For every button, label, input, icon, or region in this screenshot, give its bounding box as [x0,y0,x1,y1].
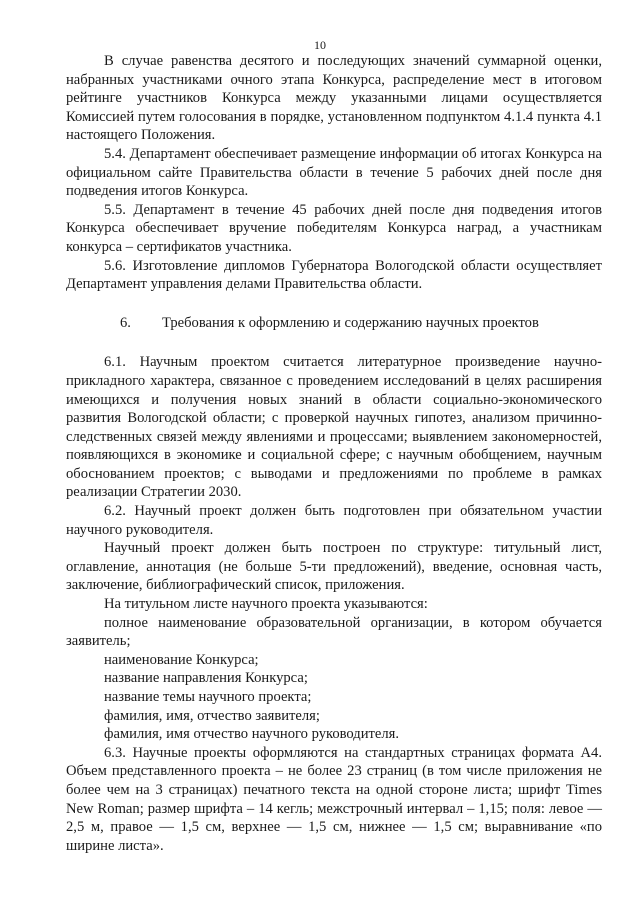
list-item: фамилия, имя, отчество заявителя; [104,707,320,724]
page-number: 10 [314,38,326,52]
paragraph-6-1: 6.1. Научным проектом считается литературное произведение научно-прикладного характера, связанное с проведением исследований в целях расширения имеющихся и получения новых знаний в области социально-экономического развития Вологодской области; с проверкой научных гипотез, анализом причинно-следственных связей между явлениями и процессами; выявлением закономерностей, появляющихся в экономике и социальной сфере; с научным обобщением, научным обоснованием проектов; с выводами и предложениями по проблеме в рамках реализации Стратегии 2030. [66,354,602,501]
document-body [66,52,602,855]
list-item: наименование Конкурса; [104,651,259,668]
paragraph-title-page-intro: На титульном листе научного проекта указываются: [104,596,428,613]
list-item: фамилия, имя отчество научного руководителя. [104,726,400,743]
section-title: Требования к оформлению и содержанию научных проектов [162,314,539,331]
paragraph-5-4: 5.4. Департамент обеспечивает размещение информации об итогах Конкурса на официальном сайте Правительства области в течение 5 рабочих дней после дня подведения итогов Конкурса. [66,145,602,200]
section-heading [66,314,602,333]
paragraph-project-structure: Научный проект должен быть построен по структуре: титульный лист, оглавление, аннотация (не больше 5-ти предложений), введение, основная часть, заключение, библиографический список, приложения. [66,540,602,594]
paragraph-5-5: 5.5. Департамент в течение 45 рабочих дней после дня подведения итогов Конкурса обеспечивает вручение победителям Конкурса наград, а участникам конкурса – сертификатов участника. [66,201,602,255]
paragraph-organization-name: полное наименование образовательной организации, в котором обучается заявитель; [66,614,602,650]
paragraph-5-6: 5.6. Изготовление дипломов Губернатора Вологодской области осуществляет Департамент управления делами Правительства области. [66,257,602,293]
paragraph-6-3: 6.3. Научные проекты оформляются на стандартных страницах формата А4. Объем представленного проекта – не более 23 страниц (в том числе приложения не более чем на 3 страницах) печатного текста на одной стороне листа; шрифт Times New Roman; размер шрифта – 14 кегль; межстрочный интервал – 1,15; поля: левое — 2,5 м, правое — 1,5 см, верхнее — 1,5 см, нижнее — 1,5 см; выравнивание «по ширине листа». [66,744,602,854]
paragraph-tie-ranking: В случае равенства десятого и последующих значений суммарной оценки, набранных участниками очного этапа Конкурса, распределение мест в итоговом рейтинге участников Конкурса между указанными лицами осуществляется Комиссией путем голосования в порядке, установленном подпунктом 4.1.4 пункта 4.1 настоящего Положения. [66,53,602,144]
list-item: название направления Конкурса; [104,670,308,687]
list-item: название темы научного проекта; [104,689,312,705]
paragraph-6-2: 6.2. Научный проект должен быть подготовлен при обязательном участии научного руководителя. [66,503,602,538]
section-number: 6. [120,314,131,331]
